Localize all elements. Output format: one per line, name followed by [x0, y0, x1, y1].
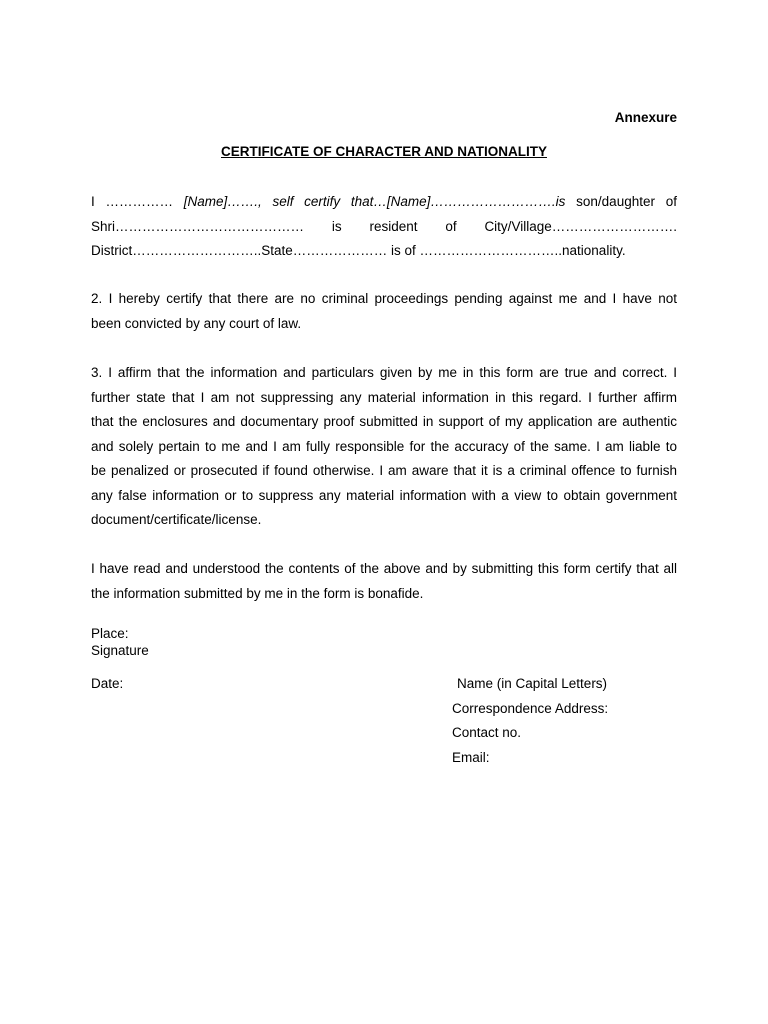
- paragraph-criminal-proceedings: 2. I hereby certify that there are no criminal proceedings pending against me and I have not been convicted by any court of law.: [91, 291, 677, 331]
- paragraph-bonafide: I have read and understood the contents of the above and by submitting this form certify that all the information submitted by me in the form is bonafide.: [91, 561, 677, 601]
- name-placeholder: [Name]…….,: [183, 194, 262, 209]
- signature-label: Signature: [91, 643, 149, 658]
- declaration-line-2: Shri…………………………………… is resident of City/Village……………………….: [91, 218, 677, 234]
- name-placeholder: that…[Name]……………………….is: [350, 194, 566, 209]
- correspondence-address-label: Correspondence Address:: [452, 700, 609, 716]
- date-label: Date:: [91, 676, 124, 691]
- applicant-details: [452, 672, 608, 770]
- name-capital-label: Name (in Capital Letters): [457, 676, 608, 691]
- paragraph-affirmation: 3. I affirm that the information and particulars given by me in this form are true and correct. I further state that I am not suppressing any material information in this regard. I further affirm that the enclosures and documentary proof submitted in support of my application are authentic and solely pertain to me and I am fully responsible for the accuracy of the same. I am liable to be penalized or prosecuted if found otherwise. I am aware that it is a criminal offence to furnish any false information or to suppress any material information with a view to obtain government document/certificate/license.: [91, 365, 677, 527]
- email-label: Email:: [452, 749, 490, 765]
- declaration-line-1: I …………… [Name]……., self certify that…[Name]……………………….is son/daughter of: [91, 190, 677, 215]
- paragraph-declaration: [91, 190, 677, 264]
- annexure-label: Annexure: [614, 110, 677, 125]
- place-label: Place:: [91, 626, 129, 641]
- document-page: [91, 0, 677, 1024]
- declaration-line-3: District………………………..State………………… is of …………………………..nationality.: [91, 243, 626, 258]
- page-title: CERTIFICATE OF CHARACTER AND NATIONALITY: [221, 144, 547, 159]
- contact-label: Contact no.: [452, 725, 522, 740]
